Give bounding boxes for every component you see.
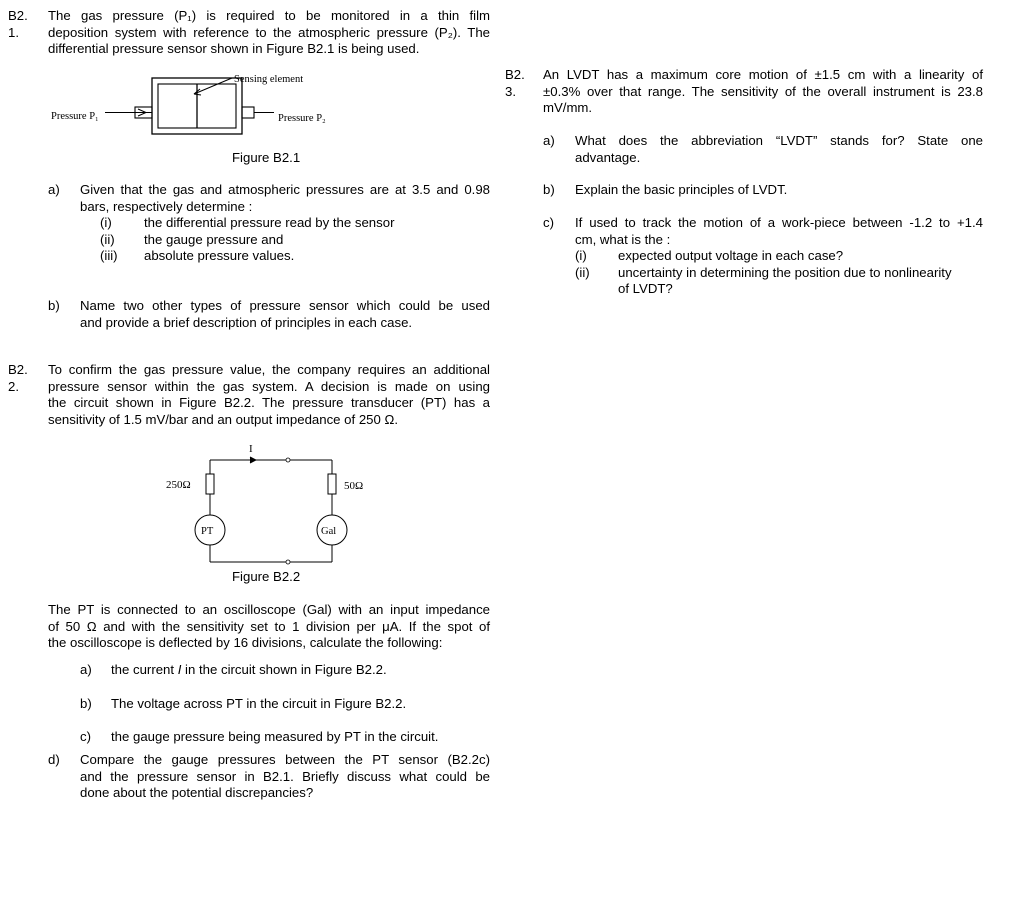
part-a-letter: a): [80, 662, 92, 677]
pt-label: PT: [201, 526, 214, 537]
part-c-text: the gauge pressure being measured by PT in the circuit.: [111, 729, 439, 744]
figure-b2-1-caption: Figure B2.1: [232, 150, 301, 165]
part-b-text: Name two other types of pressure sensor which could be used and provide a brief description of principles in each case.: [80, 298, 490, 330]
resistor-50-ohm: [328, 474, 336, 494]
current-arrow: [250, 457, 256, 463]
gal-label: Gal: [321, 526, 337, 537]
question-intro-b2-2: To confirm the gas pressure value, the company requires an additional pressure sensor within the gas system. A decision is made on using the circuit shown in Figure B2.2. The pressure transducer (PT) has a sensitivity of 1.5 mV/bar and an output impedance of 250 Ω.: [48, 362, 490, 427]
sensing-element-label: Sensing element: [234, 74, 304, 85]
part-a-letter: a): [543, 133, 555, 148]
resistor-250-label: 250Ω: [166, 479, 191, 491]
resistor-50-label: 50Ω: [344, 480, 364, 492]
figure-b2-1: [40, 68, 360, 148]
pressure-p1-label: Pressure P₁: [51, 111, 99, 122]
junction-bottom: [286, 560, 290, 564]
question-intro-b2-1: The gas pressure (P₁) is required to be monitored in a thin film deposition system with reference to the atmospheric pressure (P₂). The differential pressure sensor shown in Figure B2.1 is being used.: [48, 8, 490, 56]
part-d-letter: d): [48, 752, 60, 767]
part-b-letter: b): [80, 696, 92, 711]
junction-top: [286, 458, 290, 462]
question-label-b2-1: B2. 1.: [8, 8, 28, 40]
part-b-text: Explain the basic principles of LVDT.: [575, 182, 788, 197]
list-item-continuation: of LVDT?: [618, 281, 673, 296]
list-item: (ii) uncertainty in determining the position due to nonlinearity: [575, 264, 952, 280]
part-c-subitems: [575, 248, 985, 298]
resistor-250-ohm: [206, 474, 214, 494]
question-paragraph-b2-2: The PT is connected to an oscilloscope (Gal) with an input impedance of 50 Ω and with the sensitivity set to 1 division per μA. If the spot of the oscilloscope is deflected by 16 divisions, calculate the following:: [48, 602, 490, 650]
question-label-b2-3: B2. 3.: [505, 67, 525, 99]
part-c-letter: c): [543, 215, 554, 230]
part-a-text: What does the abbreviation “LVDT” stands for? State one advantage.: [575, 133, 983, 165]
part-b-letter: b): [48, 298, 60, 313]
sensing-element-pointer: [194, 78, 232, 94]
part-b-letter: b): [543, 182, 555, 197]
differential-pressure-sensor-diagram: [40, 68, 360, 148]
list-item: (i) expected output voltage in each case?: [575, 248, 844, 263]
figure-b2-2-caption: Figure B2.2: [232, 569, 301, 584]
part-d-text: Compare the gauge pressures between the PT sensor (B2.2c) and the pressure sensor in B2.1. Briefly discuss what could be done about the potential discrepancies?: [80, 752, 490, 800]
question-label-b2-2: B2. 2.: [8, 362, 28, 394]
question-intro-b2-3: An LVDT has a maximum core motion of ±1.5 cm with a linearity of ±0.3% over that range. The sensitivity of the overall instrument is 23.8 mV/mm.: [543, 67, 983, 115]
pressure-p2-label: Pressure P₂: [278, 113, 326, 124]
part-c-letter: c): [80, 729, 91, 744]
part-a-text: Given that the gas and atmospheric pressures are at 3.5 and 0.98 bars, respectively determine :: [80, 182, 490, 214]
circuit-diagram: [150, 438, 390, 573]
port-right: [242, 107, 254, 118]
part-a-letter: a): [48, 182, 60, 197]
figure-b2-2: [150, 438, 390, 573]
part-c-text: If used to track the motion of a work-piece between -1.2 to +1.4 cm, what is the :: [575, 215, 983, 247]
part-b-text: The voltage across PT in the circuit in Figure B2.2.: [111, 696, 407, 711]
part-a-text: the current I in the circuit shown in Figure B2.2.: [111, 662, 387, 677]
current-label: I: [249, 443, 253, 455]
